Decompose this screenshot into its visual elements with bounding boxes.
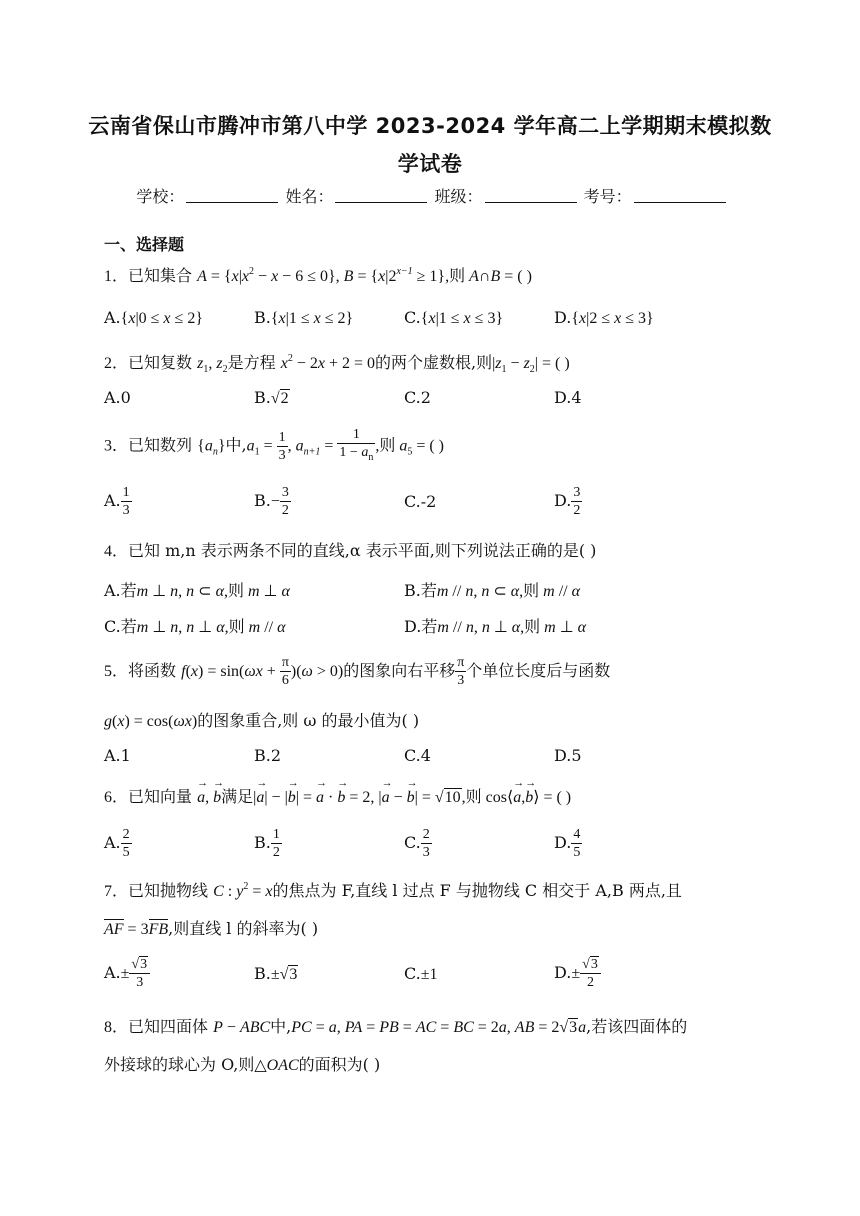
q2-option-d: D.4	[554, 388, 582, 407]
name-blank	[335, 188, 427, 203]
question-5-line2: g(x) = cos(ωx)的图象重合,则 ω 的最小值为( )	[104, 711, 420, 730]
q7-option-d: D.± $\frac{√3}{2}$	[554, 956, 601, 991]
exam-title-line1: 云南省保山市腾冲市第八中学 2023-2024 学年高二上学期期末模拟数	[88, 114, 772, 138]
q3-option-b: B.− $\frac{3}{2}$	[254, 485, 289, 518]
exam-title-line2: 学试卷	[397, 152, 463, 176]
q1-option-c: C.{x|1 ≤ x ≤ 3}	[404, 308, 504, 327]
q5-option-b: B.2	[254, 746, 282, 765]
q3-option-d: D. $\frac{3}{2}$	[554, 485, 581, 518]
q6-option-c: C. $\frac{2}{3}$	[404, 827, 430, 860]
q6-option-d: D. $\frac{4}{5}$	[554, 827, 581, 860]
question-2: 2．已知复数 $z_1$, $z_2$是方程 $x^2 - 2x + 2 = 0$的两个虚数根,则$|z_1 - z_2|$ = ( )	[104, 353, 570, 375]
class-blank	[485, 188, 577, 203]
q1-option-d: D.{x|2 ≤ x ≤ 3}	[554, 308, 654, 327]
exam-number-blank	[634, 188, 726, 203]
q7-option-a: A.± $\frac{√3}{3}$	[104, 956, 150, 991]
q4-option-b: B.若m // n, n ⊂ α,则 m // α	[404, 581, 580, 600]
q6-option-a: A. $\frac{2}{5}$	[104, 827, 130, 860]
q3-option-a: A. $\frac{1}{3}$	[104, 485, 130, 518]
student-info-row	[0, 184, 860, 207]
q1-option-a: A.{x|0 ≤ x ≤ 2}	[104, 308, 203, 327]
q2-option-c: C.2	[404, 388, 431, 407]
question-3: 3．已知数列 $\{a_n\}$中$,a_1$ = $\frac{1}{3}$ , $a_{n+1}$ = $\frac{1}{1 - a_n}$ ,则 $a_5$ = ( )	[104, 427, 445, 463]
q4-option-d: D.若m // n, n ⊥ α,则 m ⊥ α	[404, 617, 587, 636]
school-blank	[186, 188, 278, 203]
q5-option-c: C.4	[404, 746, 431, 765]
q7-option-b: B.±√3	[254, 964, 298, 983]
question-8: 8．已知四面体 P − ABC中,PC = a, PA = PB = AC = BC = 2a, AB = 2√3a,若该四面体的	[104, 1017, 688, 1036]
q4-option-a: A.若m ⊥ n, n ⊂ α,则 m ⊥ α	[104, 581, 290, 600]
question-4: 4．已知 m,n 表示两条不同的直线,α 表示平面,则下列说法正确的是( )	[104, 541, 597, 560]
question-1: 1．已知集合 $A = \{x|x^2 - x - 6 \le 0\}$, $B = \{x|2^{x-1} \ge 1\}$,则 A∩B = ( )	[104, 266, 532, 285]
q5-option-a: A.1	[104, 746, 131, 765]
q4-option-c: C.若m ⊥ n, n ⊥ α,则 m // α	[104, 617, 286, 636]
section-heading: 一、选择题	[104, 235, 185, 254]
q6-option-b: B. $\frac{1}{2}$	[254, 827, 280, 860]
q1-option-b: B.{x|1 ≤ x ≤ 2}	[254, 308, 354, 327]
question-6: 6．已知向量 → a, → b满足|→ a| − |→ b| = → a · → b = 2, |→ a − → b| = √10,则 cos⟨→ a,→ b⟩ = ( )	[104, 784, 571, 807]
question-7: 7．已知抛物线 C : $y^2 = x$的焦点为 F,直线 l 过点 F 与抛物线 C 相交于 A,B 两点,且	[104, 881, 682, 900]
q2-option-b: B.√2	[254, 388, 289, 407]
school-label: 学校：	[136, 187, 185, 206]
question-5: 5．将函数 f(x) = sin(ωx + $\frac{\pi}{6}$ )(ω > 0)的图象向右平移 $\frac{\pi}{3}$ 个单位长度后与函数	[104, 655, 611, 688]
exam-number-label: 考号：	[583, 187, 632, 206]
question-7-line2: AF = 3FB,则直线 l 的斜率为( )	[104, 919, 319, 938]
q2-option-a: A.0	[104, 388, 131, 407]
name-label: 姓名：	[285, 187, 334, 206]
q3-option-c: C.-2	[404, 492, 437, 511]
q5-option-d: D.5	[554, 746, 582, 765]
q7-option-c: C.±1	[404, 964, 438, 983]
question-8-line2: 外接球的球心为 O,则△OAC的面积为( )	[104, 1055, 381, 1074]
class-label: 班级：	[434, 187, 483, 206]
